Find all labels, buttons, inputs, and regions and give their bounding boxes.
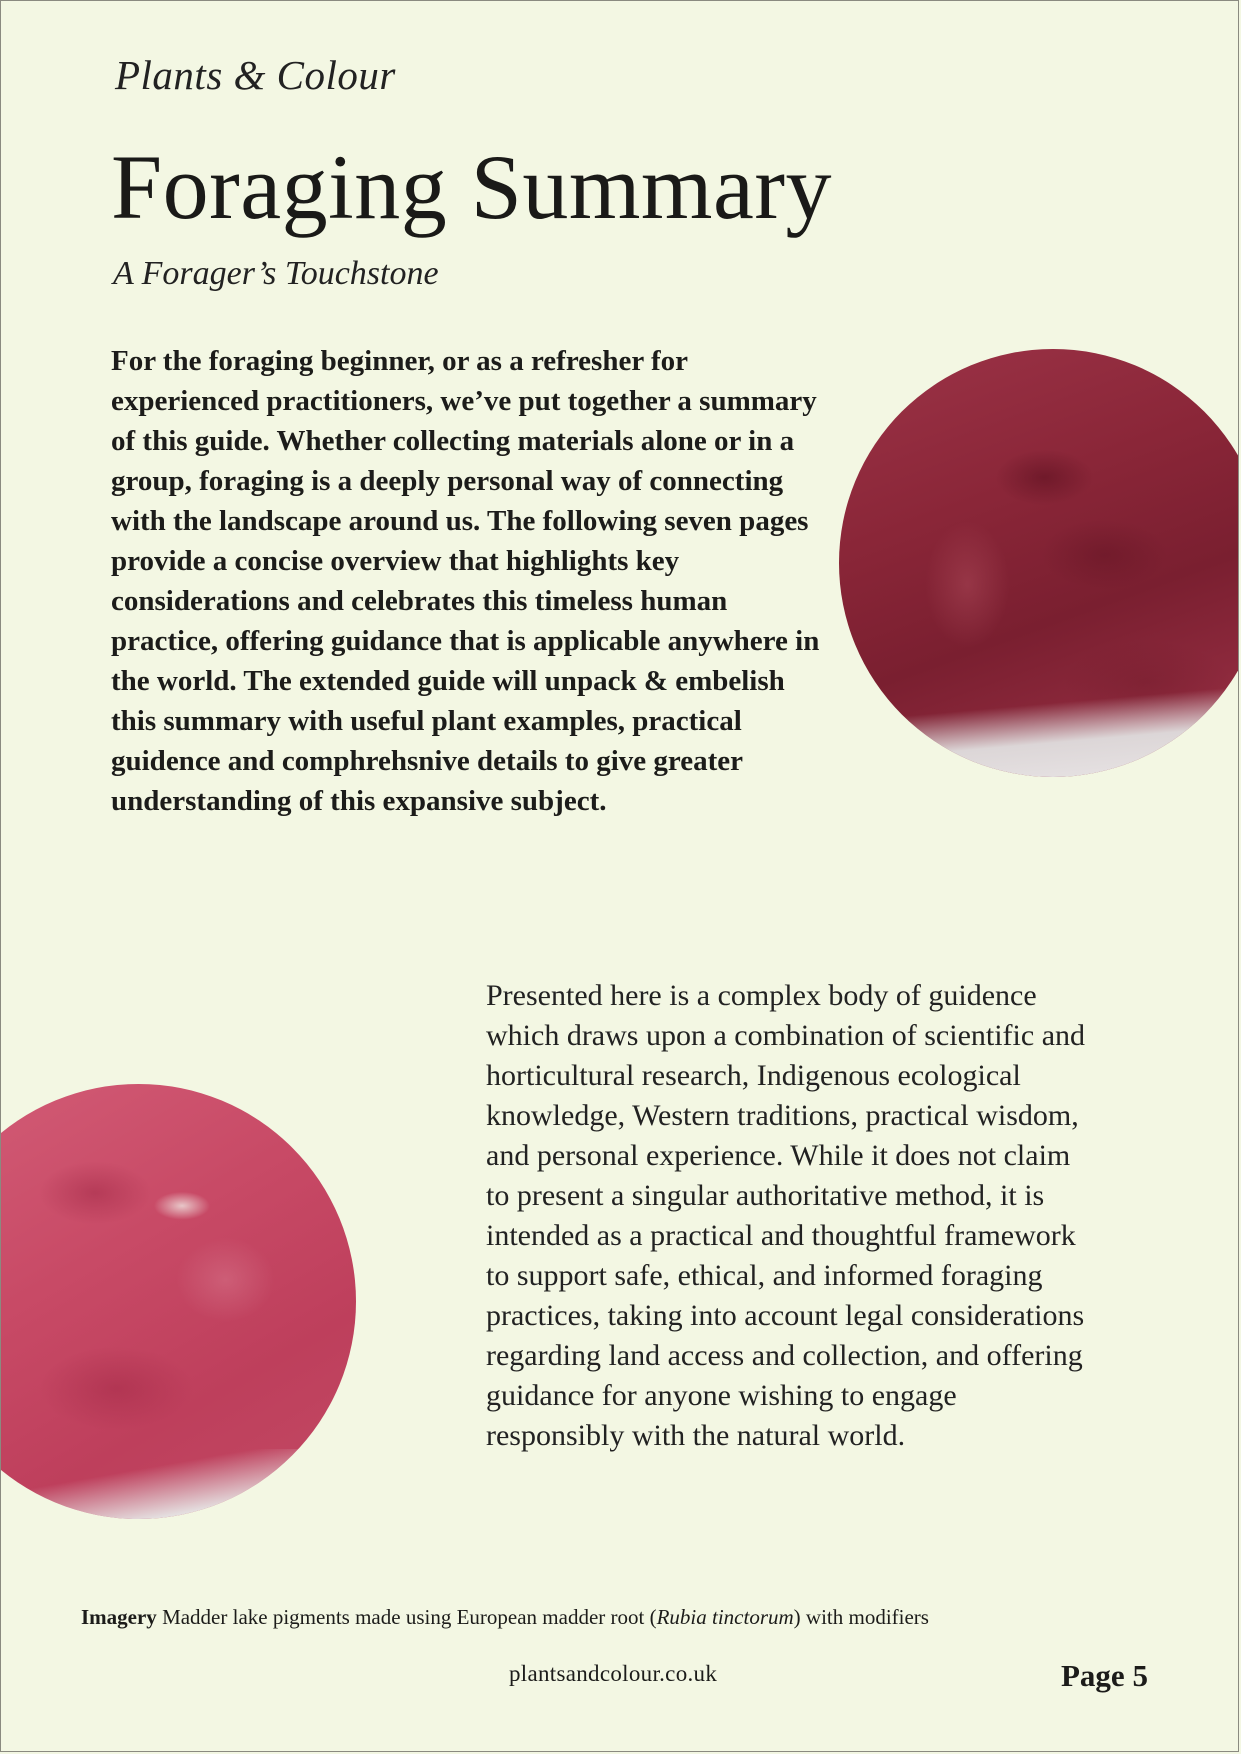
intro-paragraph: For the foraging beginner, or as a refresher for experienced practitioners, we’ve put together a summary of this guide. Whether collecting materials alone or in a group, foraging is a deeply personal way of connecting with the landscape around us. The following seven pages provide a concise overview that highlights key considerations and celebrates this timeless human practice, offering guidance that is applicable anywhere in the world. The extended guide will unpack & embelish this summary with useful plant examples, practical guidence and comphrehsnive details to give greater understanding of this expansive subject.: [111, 345, 820, 817]
caption-text: Madder lake pigments made using European madder root (: [156, 1605, 657, 1629]
website-link[interactable]: plantsandcolour.co.uk: [509, 1661, 718, 1686]
caption-text-end: ) with modifiers: [793, 1605, 929, 1629]
caption-latin-name: Rubia tinctorum: [656, 1605, 794, 1629]
page-title: Foraging Summary: [111, 136, 832, 238]
caption-lead: Imagery: [81, 1605, 157, 1629]
page-number: Page 5: [1061, 1658, 1148, 1693]
body-paragraph: Presented here is a complex body of guidence which draws upon a combination of scientific and horticultural research, Indigenous ecological knowledge, Western traditions, practical wisdom, and personal experience. While it does not claim to present a singular authoritative method, it is intended as a practical and thoughtful framework to support safe, ethical, and informed foraging practices, taking into account legal considerations regarding land access and collection, and offering guidance for anyone wishing to engage responsibly with the natural world.: [486, 979, 1086, 1452]
madder-pigment-image-light: [0, 1084, 356, 1519]
image-caption: [81, 1605, 929, 1630]
madder-pigment-image-dark: [839, 349, 1239, 777]
brand-name: Plants & Colour: [115, 52, 396, 98]
page-subtitle: A Forager’s Touchstone: [113, 255, 439, 292]
